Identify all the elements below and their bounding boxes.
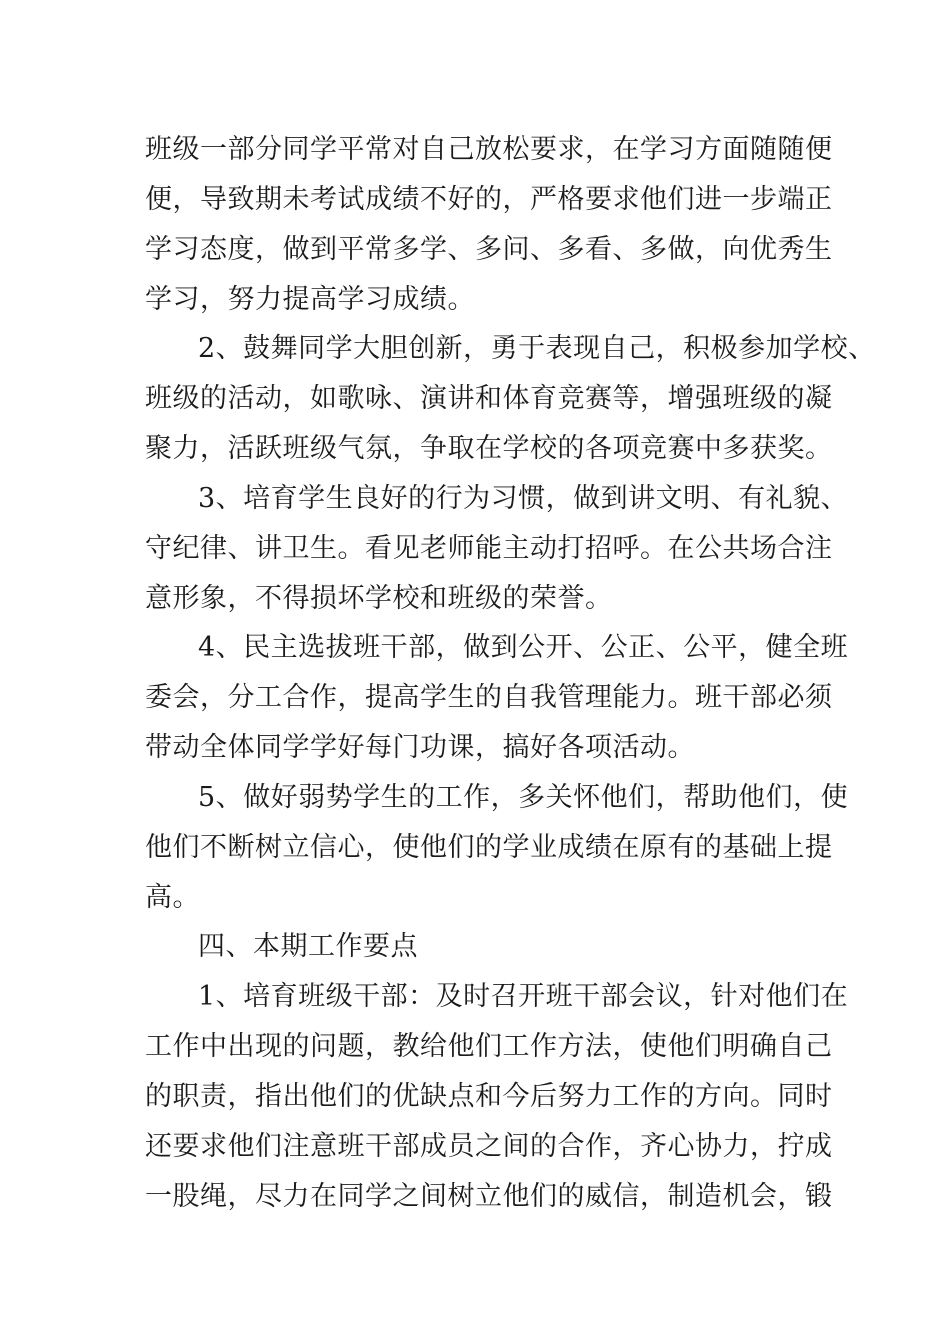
text-line: 班级一部分同学平常对自己放松要求，在学习方面随随便 <box>145 134 833 165</box>
section-heading: 四、本期工作要点 <box>198 931 418 962</box>
text-line: 他们不断树立信心，使他们的学业成绩在原有的基础上提 <box>145 832 833 863</box>
text-line: 工作中出现的问题，教给他们工作方法，使他们明确自己 <box>145 1031 833 1062</box>
paragraph-first-line: 4、民主选拔班干部，做到公开、公正、公平，健全班 <box>198 632 849 663</box>
text-line: 高。 <box>145 882 200 913</box>
text-line: 守纪律、讲卫生。看见老师能主动打招呼。在公共场合注 <box>145 533 833 564</box>
text-line: 一股绳，尽力在同学之间树立他们的威信，制造机会，锻 <box>145 1181 833 1212</box>
text-line: 便，导致期未考试成绩不好的，严格要求他们进一步端正 <box>145 184 833 215</box>
paragraph-first-line: 3、培育学生良好的行为习惯，做到讲文明、有礼貌、 <box>198 483 849 514</box>
text-line: 聚力，活跃班级气氛，争取在学校的各项竞赛中多获奖。 <box>145 433 833 464</box>
paragraph-first-line: 5、做好弱势学生的工作，多关怀他们，帮助他们，使 <box>198 782 849 813</box>
text-line: 意形象，不得损坏学校和班级的荣誉。 <box>145 583 613 614</box>
paragraph-first-line: 2、鼓舞同学大胆创新，勇于表现自己，积极参加学校、 <box>198 333 876 364</box>
text-line: 委会，分工合作，提高学生的自我管理能力。班干部必须 <box>145 682 833 713</box>
text-line: 学习态度，做到平常多学、多问、多看、多做，向优秀生 <box>145 234 833 265</box>
paragraph-first-line: 1、培育班级干部：及时召开班干部会议，针对他们在 <box>198 981 849 1012</box>
text-line: 学习，努力提高学习成绩。 <box>145 284 475 315</box>
text-line: 还要求他们注意班干部成员之间的合作，齐心协力，拧成 <box>145 1131 833 1162</box>
text-line: 带动全体同学学好每门功课，搞好各项活动。 <box>145 732 695 763</box>
text-line: 班级的活动，如歌咏、演讲和体育竞赛等，增强班级的凝 <box>145 383 833 414</box>
text-line: 的职责，指出他们的优缺点和今后努力工作的方向。同时 <box>145 1081 833 1112</box>
